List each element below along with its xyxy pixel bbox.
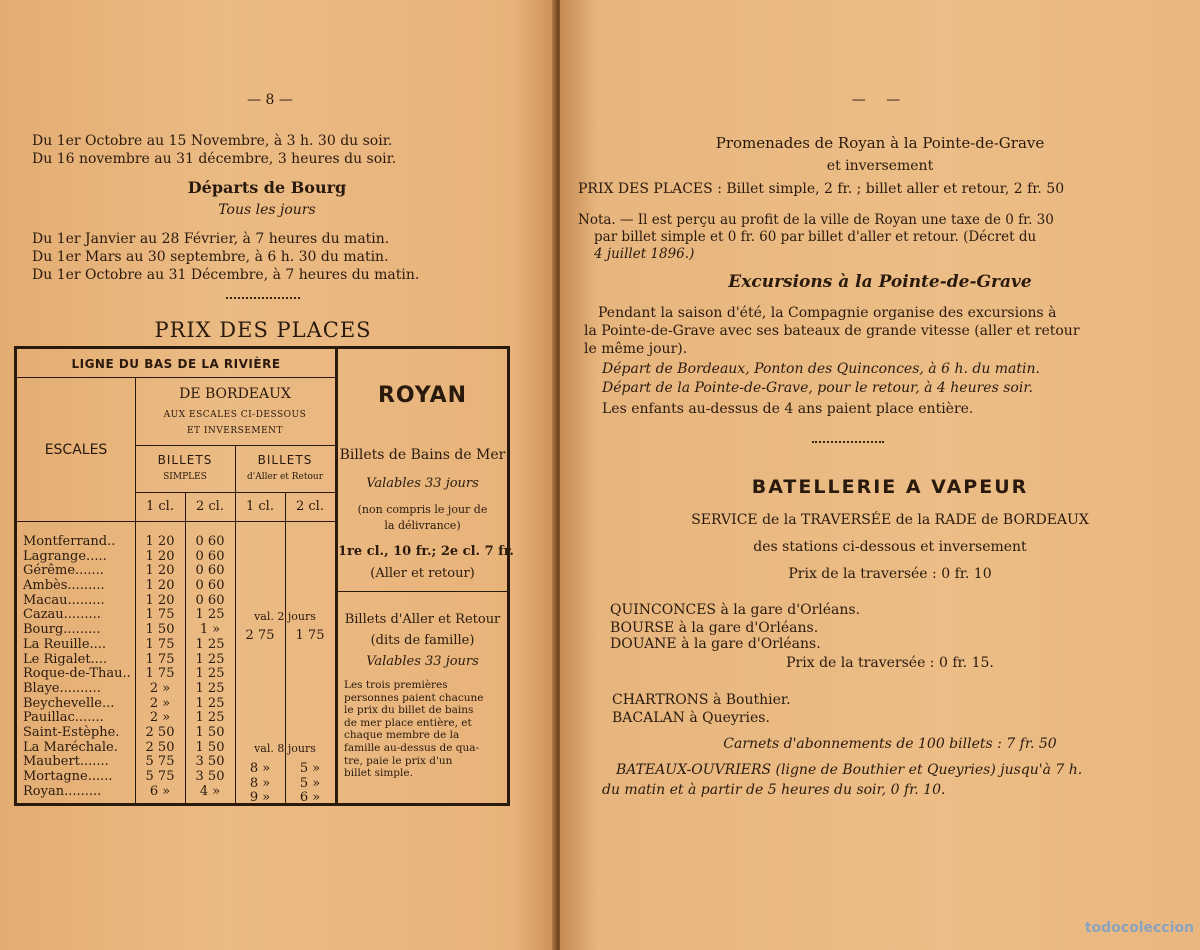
- royan-rule: [338, 591, 507, 592]
- fare-cell: 1 75: [145, 651, 175, 667]
- service-title: SERVICE de la TRAVERSÉE de la RADE de BORDEAUX: [691, 512, 1089, 528]
- prix-traversee: Prix de la traversée : 0 fr. 10: [788, 566, 992, 582]
- famille-note-line: chaque membre de la: [344, 729, 460, 742]
- schedule-line: Du 16 novembre au 31 décembre, 3 heures du soir.: [32, 151, 397, 167]
- fare-cell: 2 »: [149, 710, 171, 726]
- line-header: LIGNE DU BAS DE LA RIVIÈRE: [71, 357, 281, 371]
- promenades-title: Promenades de Royan à la Pointe-de-Grave: [715, 134, 1045, 152]
- fare-cell: 1 20: [145, 578, 175, 594]
- fare-cell: 1 75: [145, 636, 175, 652]
- famille-sub: (dits de famille): [370, 633, 475, 648]
- enfants-note: Les enfants au-dessus de 4 ans paient place entière.: [602, 401, 974, 417]
- fare-cell: 0 60: [195, 578, 225, 594]
- nota-line: par billet simple et 0 fr. 60 par billet d'aller et retour. (Décret du: [594, 229, 1037, 245]
- excursions-line: le même jour).: [584, 341, 688, 357]
- escales-header: ESCALES: [44, 442, 108, 458]
- batellerie-title: BATELLERIE A VAPEUR: [751, 476, 1029, 498]
- station-name: Lagrange.....: [23, 548, 107, 564]
- famille-note-line: le prix du billet de bains: [344, 704, 474, 717]
- fare-cell: 8 »: [249, 761, 271, 776]
- ar-bourg-2: 1 75: [295, 628, 325, 643]
- class-header: 1 cl.: [146, 499, 174, 514]
- promenades-subtitle: et inversement: [826, 158, 934, 174]
- fare-cell: 1 25: [195, 651, 225, 667]
- famille-note-line: tre, paie le prix d'un: [344, 754, 453, 767]
- excursions-line: la Pointe-de-Grave avec ses bateaux de grande vitesse (aller et retour: [584, 323, 1080, 339]
- famille-title: Billets d'Aller et Retour: [344, 612, 501, 627]
- validity-8-days: val. 8 jours: [254, 742, 316, 755]
- fare-cell: 1 20: [145, 592, 175, 608]
- ar-end-1cl-column: [235, 762, 285, 806]
- fare-cell: 6 »: [149, 783, 171, 799]
- billets-ar-sub: d'Aller et Retour: [246, 472, 324, 482]
- from-sub: ET INVERSEMENT: [186, 426, 284, 436]
- station-name: Gérême.......: [23, 563, 104, 579]
- fare-cell: 1 25: [195, 680, 225, 696]
- schedule-line: Du 1er Janvier au 28 Février, à 7 heures du matin.: [32, 231, 390, 247]
- route-line: BOURSE à la gare d'Orléans.: [610, 620, 819, 636]
- fare-cell: 2 »: [149, 695, 171, 711]
- famille-note-line: famille au-dessus de qua-: [344, 741, 480, 754]
- royan-box: [338, 349, 514, 803]
- table-rule: [17, 521, 335, 522]
- famille-note-line: Les trois premières: [344, 679, 448, 691]
- schedule-line: Du 1er Octobre au 31 Décembre, à 7 heures du matin.: [32, 267, 420, 283]
- simple-1cl-column: [135, 535, 185, 799]
- station-name: Bourg.........: [23, 622, 101, 638]
- bains-valid: Valables 33 jours: [366, 476, 479, 491]
- fare-cell: 1 75: [145, 607, 175, 623]
- fare-cell: 1 25: [195, 710, 225, 726]
- fare-cell: 1 25: [195, 607, 225, 623]
- stations-line: des stations ci-dessous et inversement: [753, 539, 1027, 555]
- bains-title: Billets de Bains de Mer: [339, 447, 506, 463]
- validity-2-days: val. 2 jours: [254, 610, 316, 623]
- fare-cell: 1 »: [199, 622, 221, 638]
- page-number: — —: [851, 92, 909, 108]
- fare-cell: 4 »: [199, 783, 221, 799]
- prix-title: PRIX DES PLACES: [154, 318, 372, 342]
- left-page: [0, 0, 558, 950]
- fare-cell: 1 25: [195, 695, 225, 711]
- bains-note: (non compris le jour de: [357, 503, 488, 516]
- ouvriers-line: BATEAUX-OUVRIERS (ligne de Bouthier et Queyries) jusqu'à 7 h.: [616, 762, 1083, 778]
- from-sub: AUX ESCALES CI-DESSOUS: [163, 410, 307, 420]
- from-title: DE BORDEAUX: [179, 386, 291, 402]
- fare-cell: 6 »: [299, 790, 321, 806]
- ar-bourg-1: 2 75: [245, 628, 275, 643]
- fare-cell: 0 60: [195, 563, 225, 579]
- station-name: Le Rigalet....: [23, 651, 108, 667]
- station-name: La Reuille....: [23, 636, 107, 652]
- fare-cell: 5 »: [299, 761, 321, 776]
- watermark-text: todocoleccion: [1084, 920, 1194, 936]
- fare-cell: 0 60: [195, 534, 225, 549]
- station-name: Cazau.........: [23, 607, 101, 623]
- right-page: [560, 0, 1200, 950]
- fare-cell: 5 75: [145, 754, 175, 770]
- famille-valid: Valables 33 jours: [366, 654, 479, 669]
- route-line: QUINCONCES à la gare d'Orléans.: [610, 602, 861, 618]
- fare-cell: 2 »: [149, 680, 171, 696]
- famille-note: [344, 679, 502, 780]
- station-name: Blaye..........: [23, 680, 101, 696]
- fare-cell: 0 60: [195, 592, 225, 608]
- fare-cell: 5 »: [299, 775, 321, 791]
- depart-pointe: Départ de la Pointe-de-Grave, pour le retour, à 4 heures soir.: [602, 380, 1033, 396]
- ornament-divider: [812, 441, 884, 443]
- ouvriers-line: du matin et à partir de 5 heures du soir, 0 fr. 10.: [602, 782, 946, 798]
- fare-cell: 1 50: [195, 724, 225, 740]
- ar-end-2cl-column: [285, 762, 335, 806]
- page-number: — 8 —: [247, 92, 293, 108]
- station-name: Saint-Estèphe.: [23, 724, 120, 740]
- station-name: Maubert.......: [23, 754, 109, 770]
- fare-cell: 5 75: [145, 769, 175, 784]
- excursions-line: Pendant la saison d'été, la Compagnie organise des excursions à: [598, 305, 1057, 321]
- schedule-line: Du 1er Mars au 30 septembre, à 6 h. 30 du matin.: [32, 249, 389, 265]
- famille-note-line: billet simple.: [344, 767, 413, 780]
- royan-title: ROYAN: [377, 383, 468, 408]
- fare-cell: 3 50: [195, 769, 225, 784]
- station-name: Royan.........: [23, 783, 102, 799]
- fare-cell: 2 50: [145, 724, 175, 740]
- billets-simples: BILLETS: [157, 453, 213, 467]
- excursions-title: Excursions à la Pointe-de-Grave: [728, 272, 1032, 292]
- nota-line: 4 juillet 1896.): [594, 246, 695, 262]
- fare-cell: 1 20: [145, 548, 175, 564]
- fare-cell: 1 25: [195, 636, 225, 652]
- bains-price: 1re cl., 10 fr.; 2e cl. 7 fr.: [338, 544, 514, 559]
- fare-cell: 1 25: [195, 666, 225, 682]
- station-name: Ambès.........: [23, 578, 105, 594]
- fare-cell: 1 20: [145, 563, 175, 579]
- station-name: Roque-de-Thau..: [23, 666, 131, 682]
- fare-cell: 3 50: [195, 754, 225, 770]
- nota-line: Nota. — Il est perçu au profit de la ville de Royan une taxe de 0 fr. 30: [578, 212, 1054, 228]
- class-header: 2 cl.: [196, 499, 224, 514]
- route-line: DOUANE à la gare d'Orléans.: [610, 636, 821, 652]
- famille-note-line: de mer place entière, et: [344, 716, 472, 729]
- table-rule: [135, 492, 335, 493]
- ornament-divider: [226, 297, 300, 299]
- fare-cell: 1 20: [145, 534, 175, 549]
- fare-cell: 1 50: [195, 739, 225, 755]
- fare-cell: 2 50: [145, 739, 175, 755]
- class-header: 2 cl.: [296, 499, 324, 514]
- route-line: BACALAN à Queyries.: [612, 710, 770, 726]
- fare-cell: 1 75: [145, 666, 175, 682]
- prix-places-line: PRIX DES PLACES : Billet simple, 2 fr. ; billet aller et retour, 2 fr. 50: [578, 181, 1065, 197]
- station-list: [23, 535, 135, 799]
- station-name: La Maréchale.: [23, 739, 118, 755]
- fare-table: [14, 346, 514, 806]
- bains-note: la délivrance): [384, 519, 461, 532]
- station-name: Pauillac.......: [23, 710, 104, 726]
- station-name: Beychevelle...: [23, 695, 115, 711]
- table-rule: [17, 377, 335, 378]
- departs-subtitle: Tous les jours: [218, 202, 316, 218]
- prix-traversee: Prix de la traversée : 0 fr. 15.: [786, 655, 994, 671]
- station-name: Macau.........: [23, 592, 105, 608]
- bains-ar: (Aller et retour): [370, 566, 475, 581]
- billets-simples-sub: SIMPLES: [163, 472, 207, 482]
- route-line: CHARTRONS à Bouthier.: [612, 692, 791, 708]
- fare-cell: 0 60: [195, 548, 225, 564]
- class-header: 1 cl.: [246, 499, 274, 514]
- carnets-line: Carnets d'abonnements de 100 billets : 7 fr. 50: [723, 736, 1057, 752]
- famille-note-line: personnes paient chacune: [344, 691, 484, 704]
- fare-cell: 9 »: [249, 790, 271, 806]
- depart-bordeaux: Départ de Bordeaux, Ponton des Quinconces, à 6 h. du matin.: [602, 361, 1040, 377]
- fare-cell: 1 50: [145, 622, 175, 638]
- station-name: Montferrand..: [23, 534, 116, 549]
- schedule-line: Du 1er Octobre au 15 Novembre, à 3 h. 30 du soir.: [32, 133, 393, 149]
- billets-ar: BILLETS: [257, 453, 313, 467]
- departs-title: Départs de Bourg: [187, 178, 347, 197]
- fare-cell: 8 »: [249, 775, 271, 791]
- station-name: Mortagne......: [23, 769, 113, 784]
- simple-2cl-column: [185, 535, 235, 799]
